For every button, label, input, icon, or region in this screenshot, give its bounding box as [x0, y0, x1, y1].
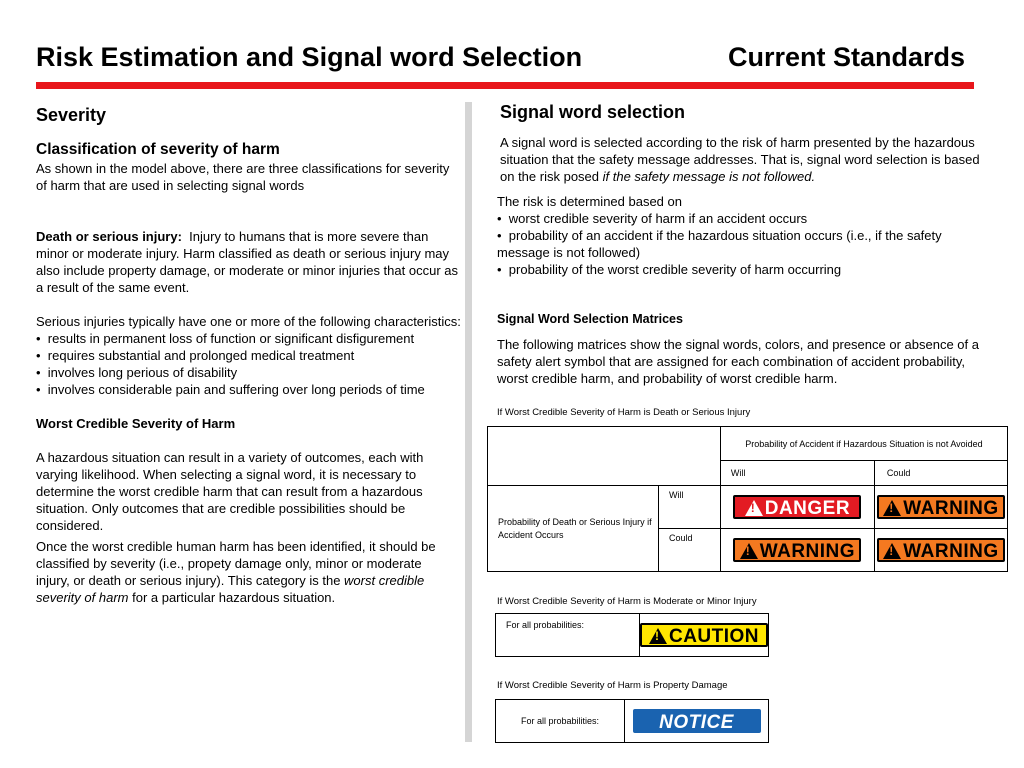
risk-section [497, 193, 957, 278]
matrix3-label: For all probabilities: [496, 700, 625, 743]
signal-word-paragraph: A signal word is selected according to the risk of harm presented by the hazardous situation that the safety message addresses. That is, signal word selection is based on the risk posed if the safety message is not followed. [500, 135, 980, 184]
list-item: • requires substantial and prolonged medical treatment [36, 348, 355, 363]
danger-sign: !DANGER [733, 495, 861, 519]
row-could: Could [659, 529, 721, 572]
matrices-paragraph: The following matrices show the signal words, colors, and presence or absence of a safety alert symbol that are assigned for each combination of accident probability, worst credible harm, and probability of worst credible harm. [497, 337, 979, 386]
risk-intro: The risk is determined based on [497, 194, 682, 209]
matrices-heading: Signal Word Selection Matrices [497, 312, 683, 326]
matrix-column-header: Probability of Accident if Hazardous Situation is not Avoided [720, 427, 1007, 461]
severity-heading: Severity [36, 105, 107, 125]
cell-could-will [720, 529, 874, 572]
matrix2-label: For all probabilities: [496, 614, 640, 657]
alert-triangle-icon [740, 543, 758, 559]
worst-heading: Worst Credible Severity of Harm [36, 416, 236, 431]
worst-paragraph-2: Once the worst credible human harm has been identified, it should be classified by severity (i.e., propety damage only, minor or moderate injury, or death or serious injury). This category is the worst credible severity of harm for a particular hazardous situation. [36, 539, 436, 605]
classification-heading: Classification of severity of harm [36, 141, 280, 158]
column-divider [465, 102, 472, 742]
alert-triangle-icon [883, 543, 901, 559]
warning-sign: ! WARNING [877, 495, 1005, 519]
signal-word-heading: Signal word selection [500, 102, 686, 122]
matrix2-cell [640, 614, 769, 657]
matrix-empty-cell [488, 427, 721, 486]
list-item: • probability of an accident if the hazardous situation occurs (i.e., if the safety message is not followed) [497, 228, 942, 260]
death-paragraph [36, 228, 461, 296]
matrix-death-serious [487, 426, 1008, 572]
left-column [36, 141, 461, 606]
death-text: Injury to humans that is more severe than minor or moderate injury. Harm classified as death or serious injury may also include property damage, or moderate or minor injuries that occur as a result of the same event. [36, 229, 458, 295]
matrix1-caption: If Worst Credible Severity of Harm is Death or Serious Injury [497, 407, 751, 418]
list-item: • involves long perious of disability [36, 365, 238, 380]
list-item: • results in permanent loss of function or significant disfigurement [36, 331, 415, 346]
list-item: • involves considerable pain and suffering over long periods of time [36, 382, 425, 397]
row-will: Will [659, 486, 721, 529]
col-will: Will [720, 461, 874, 486]
cell-could-could [874, 529, 1007, 572]
matrix3-cell [625, 700, 769, 743]
matrix-moderate-minor [495, 613, 769, 657]
caution-sign: !CAUTION [640, 623, 768, 647]
warning-sign: !WARNING [733, 538, 861, 562]
alert-triangle-icon [883, 500, 901, 516]
death-label: Death or serious injury: [36, 229, 182, 244]
matrix3-caption: If Worst Credible Severity of Harm is Property Damage [497, 680, 728, 691]
matrix-property-damage [495, 699, 769, 743]
warning-sign: ! WARNING [877, 538, 1005, 562]
classification-intro: As shown in the model above, there are three classifications for severity of harm that are used in selecting signal words [36, 161, 450, 193]
list-item: • worst credible severity of harm if an accident occurs [497, 211, 808, 226]
serious-intro: Serious injuries typically have one or more of the following characteristics: [36, 314, 461, 329]
list-item: • probability of the worst credible severity of harm occurring [497, 262, 842, 277]
cell-will-could [874, 486, 1007, 529]
alert-triangle-icon [649, 628, 667, 644]
matrix-row-header: Probability of Death or Serious Injury if Accident Occurs [488, 486, 659, 572]
col-could: Could [874, 461, 1007, 486]
accent-bar [36, 82, 974, 89]
matrix2-caption: If Worst Credible Severity of Harm is Moderate or Minor Injury [497, 596, 757, 607]
alert-triangle-icon [745, 500, 763, 516]
notice-sign: NOTICE [633, 709, 761, 733]
section-title: Current Standards [728, 42, 966, 72]
page-title: Risk Estimation and Signal word Selection [36, 42, 583, 72]
worst-paragraph-1: A hazardous situation can result in a variety of outcomes, each with varying likelihood. When selecting a signal word, it is necessary to determine the worst credible harm that can result from a hazardous situation. Only outcomes that are credible possibilities should be considered. [36, 450, 424, 533]
cell-will-will [720, 486, 874, 529]
